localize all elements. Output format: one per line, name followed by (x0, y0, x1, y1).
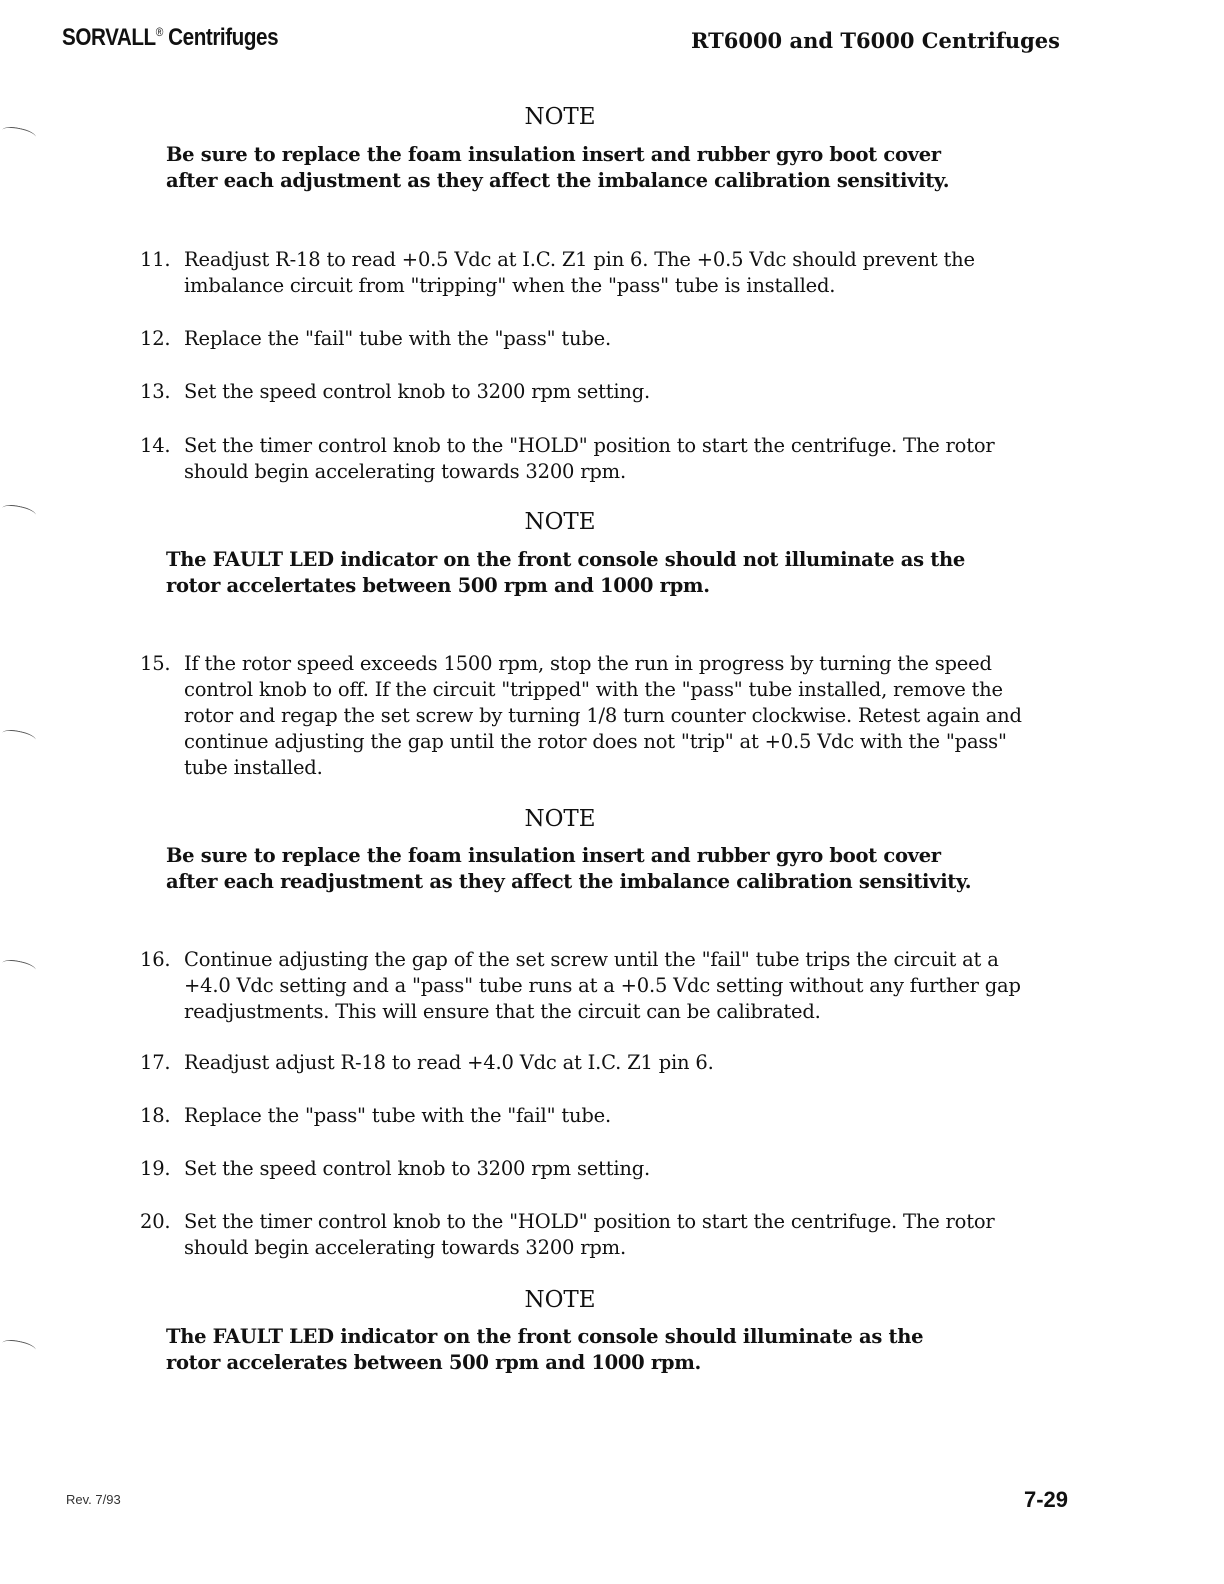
note-line: rotor accelerates between 500 rpm and 1000 rpm. (166, 1351, 702, 1374)
scan-mark (1, 1338, 37, 1356)
scan-mark (1, 728, 37, 746)
list-item (140, 247, 1040, 299)
registered-mark: ® (155, 25, 163, 39)
note-line: after each readjustment as they affect the imbalance calibration sensitivity. (166, 870, 972, 893)
step-number: 18. (140, 1104, 171, 1127)
step-text: If the rotor speed exceeds 1500 rpm, stop the run in progress by turning the speed control knob to off. If the circuit "tripped" with the "pass" tube installed, remove the rotor and regap the set screw by turning 1/8 turn counter clockwise. Retest again and continue adjusting the gap until the rotor does not "trip" at +0.5 Vdc with the "pass" tube installed. (184, 652, 1022, 779)
note-body (166, 1324, 986, 1376)
note-line: The FAULT LED indicator on the front console should illuminate as the (166, 1325, 924, 1348)
step-number: 17. (140, 1051, 171, 1074)
page-number: 7-29 (1023, 1487, 1068, 1512)
step-number: 14. (140, 434, 171, 457)
note-line: rotor accelertates between 500 rpm and 1000 rpm. (166, 574, 710, 597)
step-text: Replace the "fail" tube with the "pass" tube. (184, 327, 611, 350)
step-text: Readjust R-18 to read +0.5 Vdc at I.C. Z1 pin 6. The +0.5 Vdc should prevent the imbalance circuit from "tripping" when the "pass" tube is installed. (184, 248, 975, 297)
list-item (140, 651, 1040, 781)
brand-name: SORVALL (62, 24, 156, 51)
list-item (140, 1209, 1040, 1261)
step-number: 20. (140, 1210, 171, 1233)
step-number: 13. (140, 380, 171, 403)
list-item (140, 326, 1040, 352)
note-title: NOTE (524, 1287, 596, 1313)
header-brand (62, 24, 278, 52)
scan-mark (1, 958, 37, 976)
note-line: Be sure to replace the foam insulation insert and rubber gyro boot cover (166, 143, 941, 166)
note-body (166, 843, 986, 895)
note-title: NOTE (524, 104, 596, 130)
step-text: Set the timer control knob to the "HOLD" position to start the centrifuge. The rotor should begin accelerating towards 3200 rpm. (184, 434, 995, 483)
list-item (140, 433, 1040, 485)
step-number: 11. (140, 248, 171, 271)
note-title: NOTE (524, 509, 596, 535)
note-title: NOTE (524, 806, 596, 832)
step-text: Readjust adjust R-18 to read +4.0 Vdc at I.C. Z1 pin 6. (184, 1051, 714, 1074)
note-line: Be sure to replace the foam insulation insert and rubber gyro boot cover (166, 844, 941, 867)
step-number: 16. (140, 948, 171, 971)
list-item (140, 1156, 1040, 1182)
document-title: RT6000 and T6000 Centrifuges (691, 28, 1060, 53)
note-body (166, 142, 986, 194)
list-item (140, 1050, 1040, 1076)
note-line: after each adjustment as they affect the imbalance calibration sensitivity. (166, 169, 950, 192)
step-text: Replace the "pass" tube with the "fail" tube. (184, 1104, 611, 1127)
brand-suffix: Centrifuges (168, 24, 279, 51)
list-item (140, 947, 1040, 1025)
step-text: Set the speed control knob to 3200 rpm setting. (184, 1157, 651, 1180)
revision-label: Rev. 7/93 (66, 1492, 121, 1507)
list-item (140, 1103, 1040, 1129)
step-number: 12. (140, 327, 171, 350)
step-number: 19. (140, 1157, 171, 1180)
step-text: Set the speed control knob to 3200 rpm setting. (184, 380, 651, 403)
note-body (166, 547, 986, 599)
list-item (140, 379, 1040, 405)
step-number: 15. (140, 652, 171, 675)
note-line: The FAULT LED indicator on the front console should not illuminate as the (166, 548, 965, 571)
step-text: Set the timer control knob to the "HOLD" position to start the centrifuge. The rotor should begin accelerating towards 3200 rpm. (184, 1210, 995, 1259)
step-text: Continue adjusting the gap of the set screw until the "fail" tube trips the circuit at a +4.0 Vdc setting and a "pass" tube runs at a +0.5 Vdc setting without any further gap readjustments. This will ensure that the circuit can be calibrated. (184, 948, 1021, 1023)
